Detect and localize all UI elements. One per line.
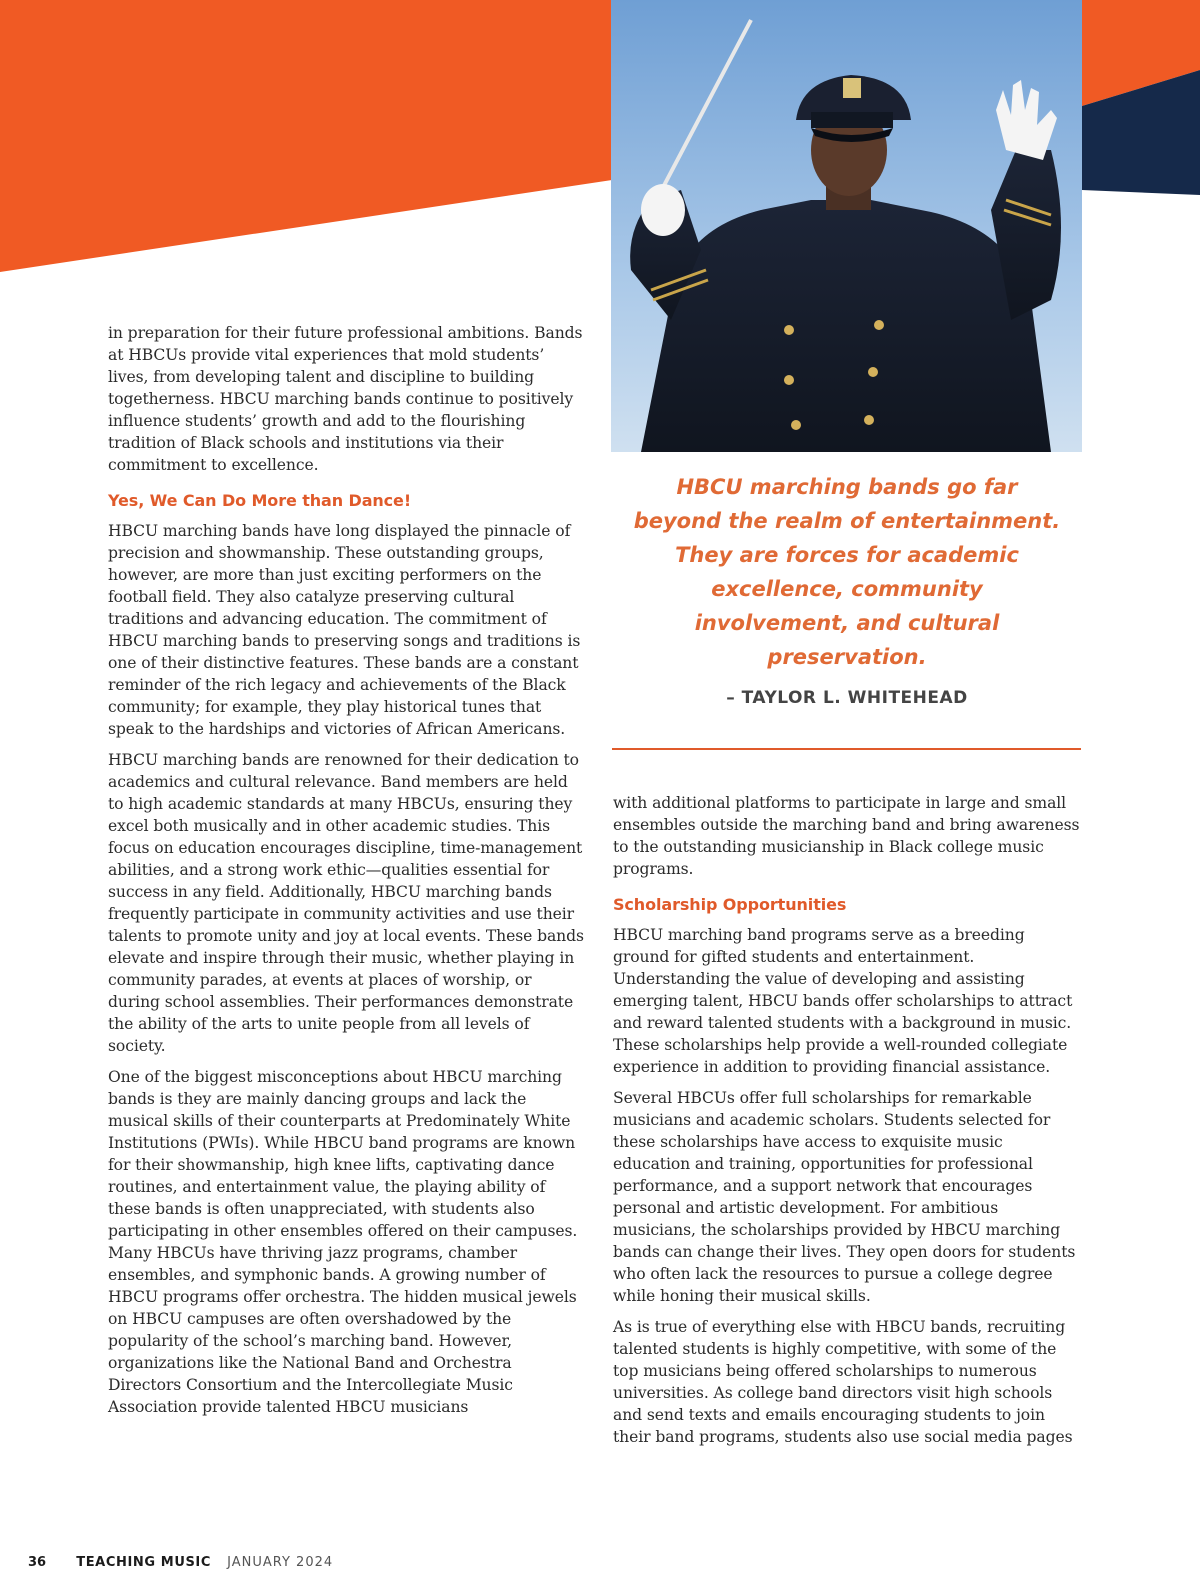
pull-quote-author: – TAYLOR L. WHITEHEAD — [726, 688, 968, 708]
magazine-title: TEACHING MUSIC — [76, 1555, 212, 1570]
body-paragraph: As is true of everything else with HBCU bands, recruiting talented students is highly competitive, with some of the top musicians being offered scholarships to numerous universities. As college band directors visit high schools and send texts and emails encouraging students to join their band programs, students also use social media pages — [613, 1318, 1073, 1446]
body-paragraph: HBCU marching bands are renowned for their dedication to academics and cultural relevance. Band members are held to high academic standards at many HBCUs, ensuring they excel both musically and in other academic studies. This focus on education encourages discipline, time-management abilities, and a strong work ethic—qualities essential for success in any field. Additionally, HBCU marching bands frequently participate in community activities and use their talents to promote unity and joy at local events. These bands elevate and inspire through their music, whether playing in community parades, at events at places of worship, or during school assemblies. Their performances demonstrate the ability of the arts to unite people from all levels of society. — [108, 751, 584, 1055]
right-column — [613, 792, 1083, 1457]
orange-banner-left — [0, 0, 612, 272]
body-paragraph: HBCU marching band programs serve as a breeding ground for gifted students and entertainment. Understanding the value of developing and assisting emerging talent, HBCU bands offer scholarships to attract and reward talented students with a background in music. These scholarships help provide a well-rounded collegiate experience in addition to providing financial assistance. — [613, 926, 1073, 1076]
intro-paragraph: in preparation for their future professional ambitions. Bands at HBCUs provide vital experiences that mold students’ lives, from developing talent and discipline to building togetherness. HBCU marching bands continue to positively influence students’ growth and add to the flourishing tradition of Black schools and institutions via their commitment to excellence. — [108, 324, 583, 474]
left-column — [108, 322, 588, 1427]
section-heading-more-than-dance: Yes, We Can Do More than Dance! — [108, 491, 412, 510]
coat-button — [874, 320, 884, 330]
issue-date: JANUARY 2024 — [227, 1555, 334, 1570]
band-director-illustration — [611, 0, 1082, 452]
body-paragraph: HBCU marching bands have long displayed the pinnacle of precision and showmanship. These outstanding groups, however, are more than just exciting performers on the football field. They also catalyze preserving cultural traditions and advancing education. The commitment of HBCU marching bands to preserving songs and traditions is one of their distinctive features. These bands are a constant reminder of the rich legacy and achievements of the Black community; for example, they play historical tunes that speak to the hardships and victories of African Americans. — [108, 522, 581, 738]
cap-badge — [843, 78, 861, 98]
section-heading-scholarships: Scholarship Opportunities — [613, 895, 847, 914]
coat-button — [864, 415, 874, 425]
body-paragraph: Several HBCUs offer full scholarships for remarkable musicians and academic scholars. Students selected for these scholarships have access to exquisite music education and training, opportunities for professional performance, and a support network that encourages personal and artistic development. For ambitious musicians, the scholarships provided by HBCU marching bands can change their lives. They open doors for students who often lack the resources to pursue a college degree while honing their musical skills. — [613, 1089, 1076, 1305]
pull-quote — [612, 470, 1082, 708]
band-director-photo — [611, 0, 1082, 452]
page-footer — [28, 1555, 333, 1570]
body-paragraph: One of the biggest misconceptions about HBCU marching bands is they are mainly dancing groups and lack the musical skills of their counterparts at Predominately White Institutions (PWIs). While HBCU band programs are known for their showmanship, high knee lifts, captivating dance routines, and entertainment value, the playing ability of these bands is often unappreciated, with students also participating in other ensembles offered on their campuses. Many HBCUs have thriving jazz programs, chamber ensembles, and symphonic bands. A growing number of HBCU programs offer orchestra. The hidden musical jewels on HBCU campuses are often overshadowed by the popularity of the school’s marching band. However, organizations like the National Band and Orchestra Directors Consortium and the Intercollegiate Music Association provide talented HBCU musicians — [108, 1068, 578, 1416]
continuation-paragraph: with additional platforms to participate in large and small ensembles outside the marching band and bring awareness to the outstanding musicianship in Black college music programs. — [613, 794, 1080, 878]
coat-button — [791, 420, 801, 430]
coat-button — [784, 375, 794, 385]
cap-band — [811, 112, 893, 128]
coat-button — [868, 367, 878, 377]
left-glove — [641, 184, 685, 236]
page-number: 36 — [28, 1555, 47, 1570]
pull-quote-text: HBCU marching bands go far beyond the realm of entertainment. They are forces for academic excellence, community involvement, and cultural preservation. — [633, 475, 1061, 669]
coat-button — [784, 325, 794, 335]
quote-divider — [612, 748, 1081, 750]
